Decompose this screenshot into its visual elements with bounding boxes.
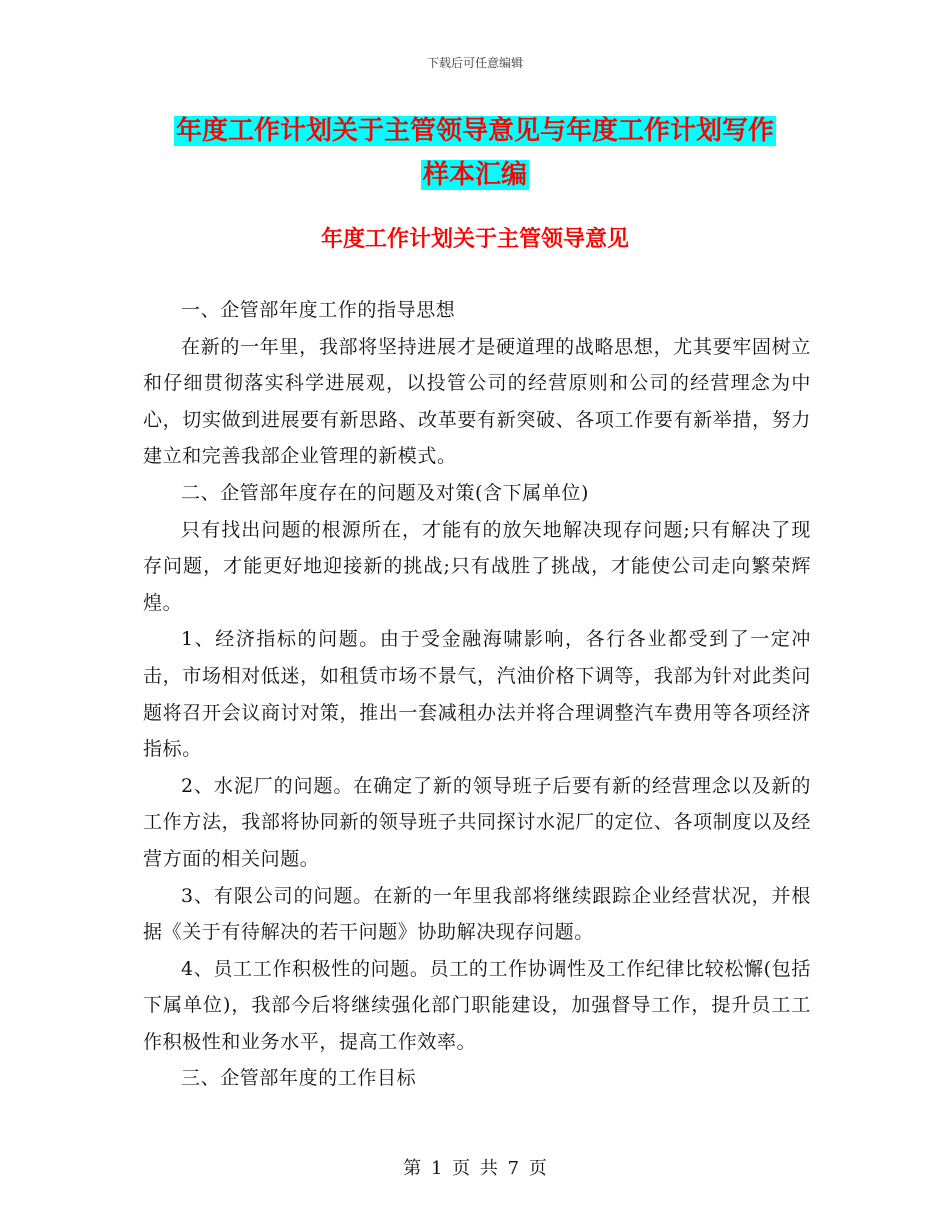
paragraph: 在新的一年里，我部将坚持进展才是硬道理的战略思想，尤其要牢固树立和仔细贯彻落实科学进展观，以投管公司的经营原则和公司的经营理念为中心，切实做到进展要有新思路、改革要有新突破、各项工作要有新举措，努力建立和完善我部企业管理的新模式。 bbox=[143, 335, 811, 468]
paragraph: 只有找出问题的根源所在，才能有的放矢地解决现存问题;只有解决了现存问题，才能更好地迎接新的挑战;只有战胜了挑战，才能使公司走向繁荣辉煌。 bbox=[143, 518, 811, 614]
document-body bbox=[143, 292, 811, 1097]
paragraph: 3、有限公司的问题。在新的一年里我部将继续跟踪企业经营状况，并根据《关于有待解决的若干问题》协助解决现存问题。 bbox=[143, 884, 811, 944]
paragraph-heading-3: 三、企管部年度的工作目标 bbox=[181, 1067, 417, 1090]
paragraph-heading-1: 一、企管部年度工作的指导思想 bbox=[181, 299, 456, 321]
paragraph-heading-2: 二、企管部年度存在的问题及对策(含下属单位) bbox=[181, 481, 590, 504]
header-note: 下载后可任意编辑 bbox=[426, 56, 523, 70]
document-title-text-1: 年度工作计划关于主管领导意见与年度工作计划写作 bbox=[175, 116, 774, 146]
paragraph: 2、水泥厂的问题。在确定了新的领导班子后要有新的经营理念以及新的工作方法，我部将协同新的领导班子共同探讨水泥厂的定位、各项制度以及经营方面的相关问题。 bbox=[143, 774, 811, 870]
document-title-line-2 bbox=[0, 158, 950, 192]
page-number-footer: 第 1 页 共 7 页 bbox=[403, 1158, 547, 1179]
paragraph: 4、员工工作积极性的问题。员工的工作协调性及工作纪律比较松懈(包括下属单位)，我部今后将继续强化部门职能建设，加强督导工作，提升员工工作积极性和业务水平，提高工作效率。 bbox=[143, 957, 811, 1053]
document-title-line-1 bbox=[0, 114, 950, 148]
document-title-text-2: 样本汇编 bbox=[422, 160, 527, 190]
section-title: 年度工作计划关于主管领导意见 bbox=[320, 227, 629, 252]
paragraph: 1、经济指标的问题。由于受金融海啸影响，各行各业都受到了一定冲击，市场相对低迷，如租赁市场不景气，汽油价格下调等，我部为针对此类问题将召开会议商讨对策，推出一套减租办法并将合理调整汽车费用等各项经济指标。 bbox=[143, 628, 811, 761]
